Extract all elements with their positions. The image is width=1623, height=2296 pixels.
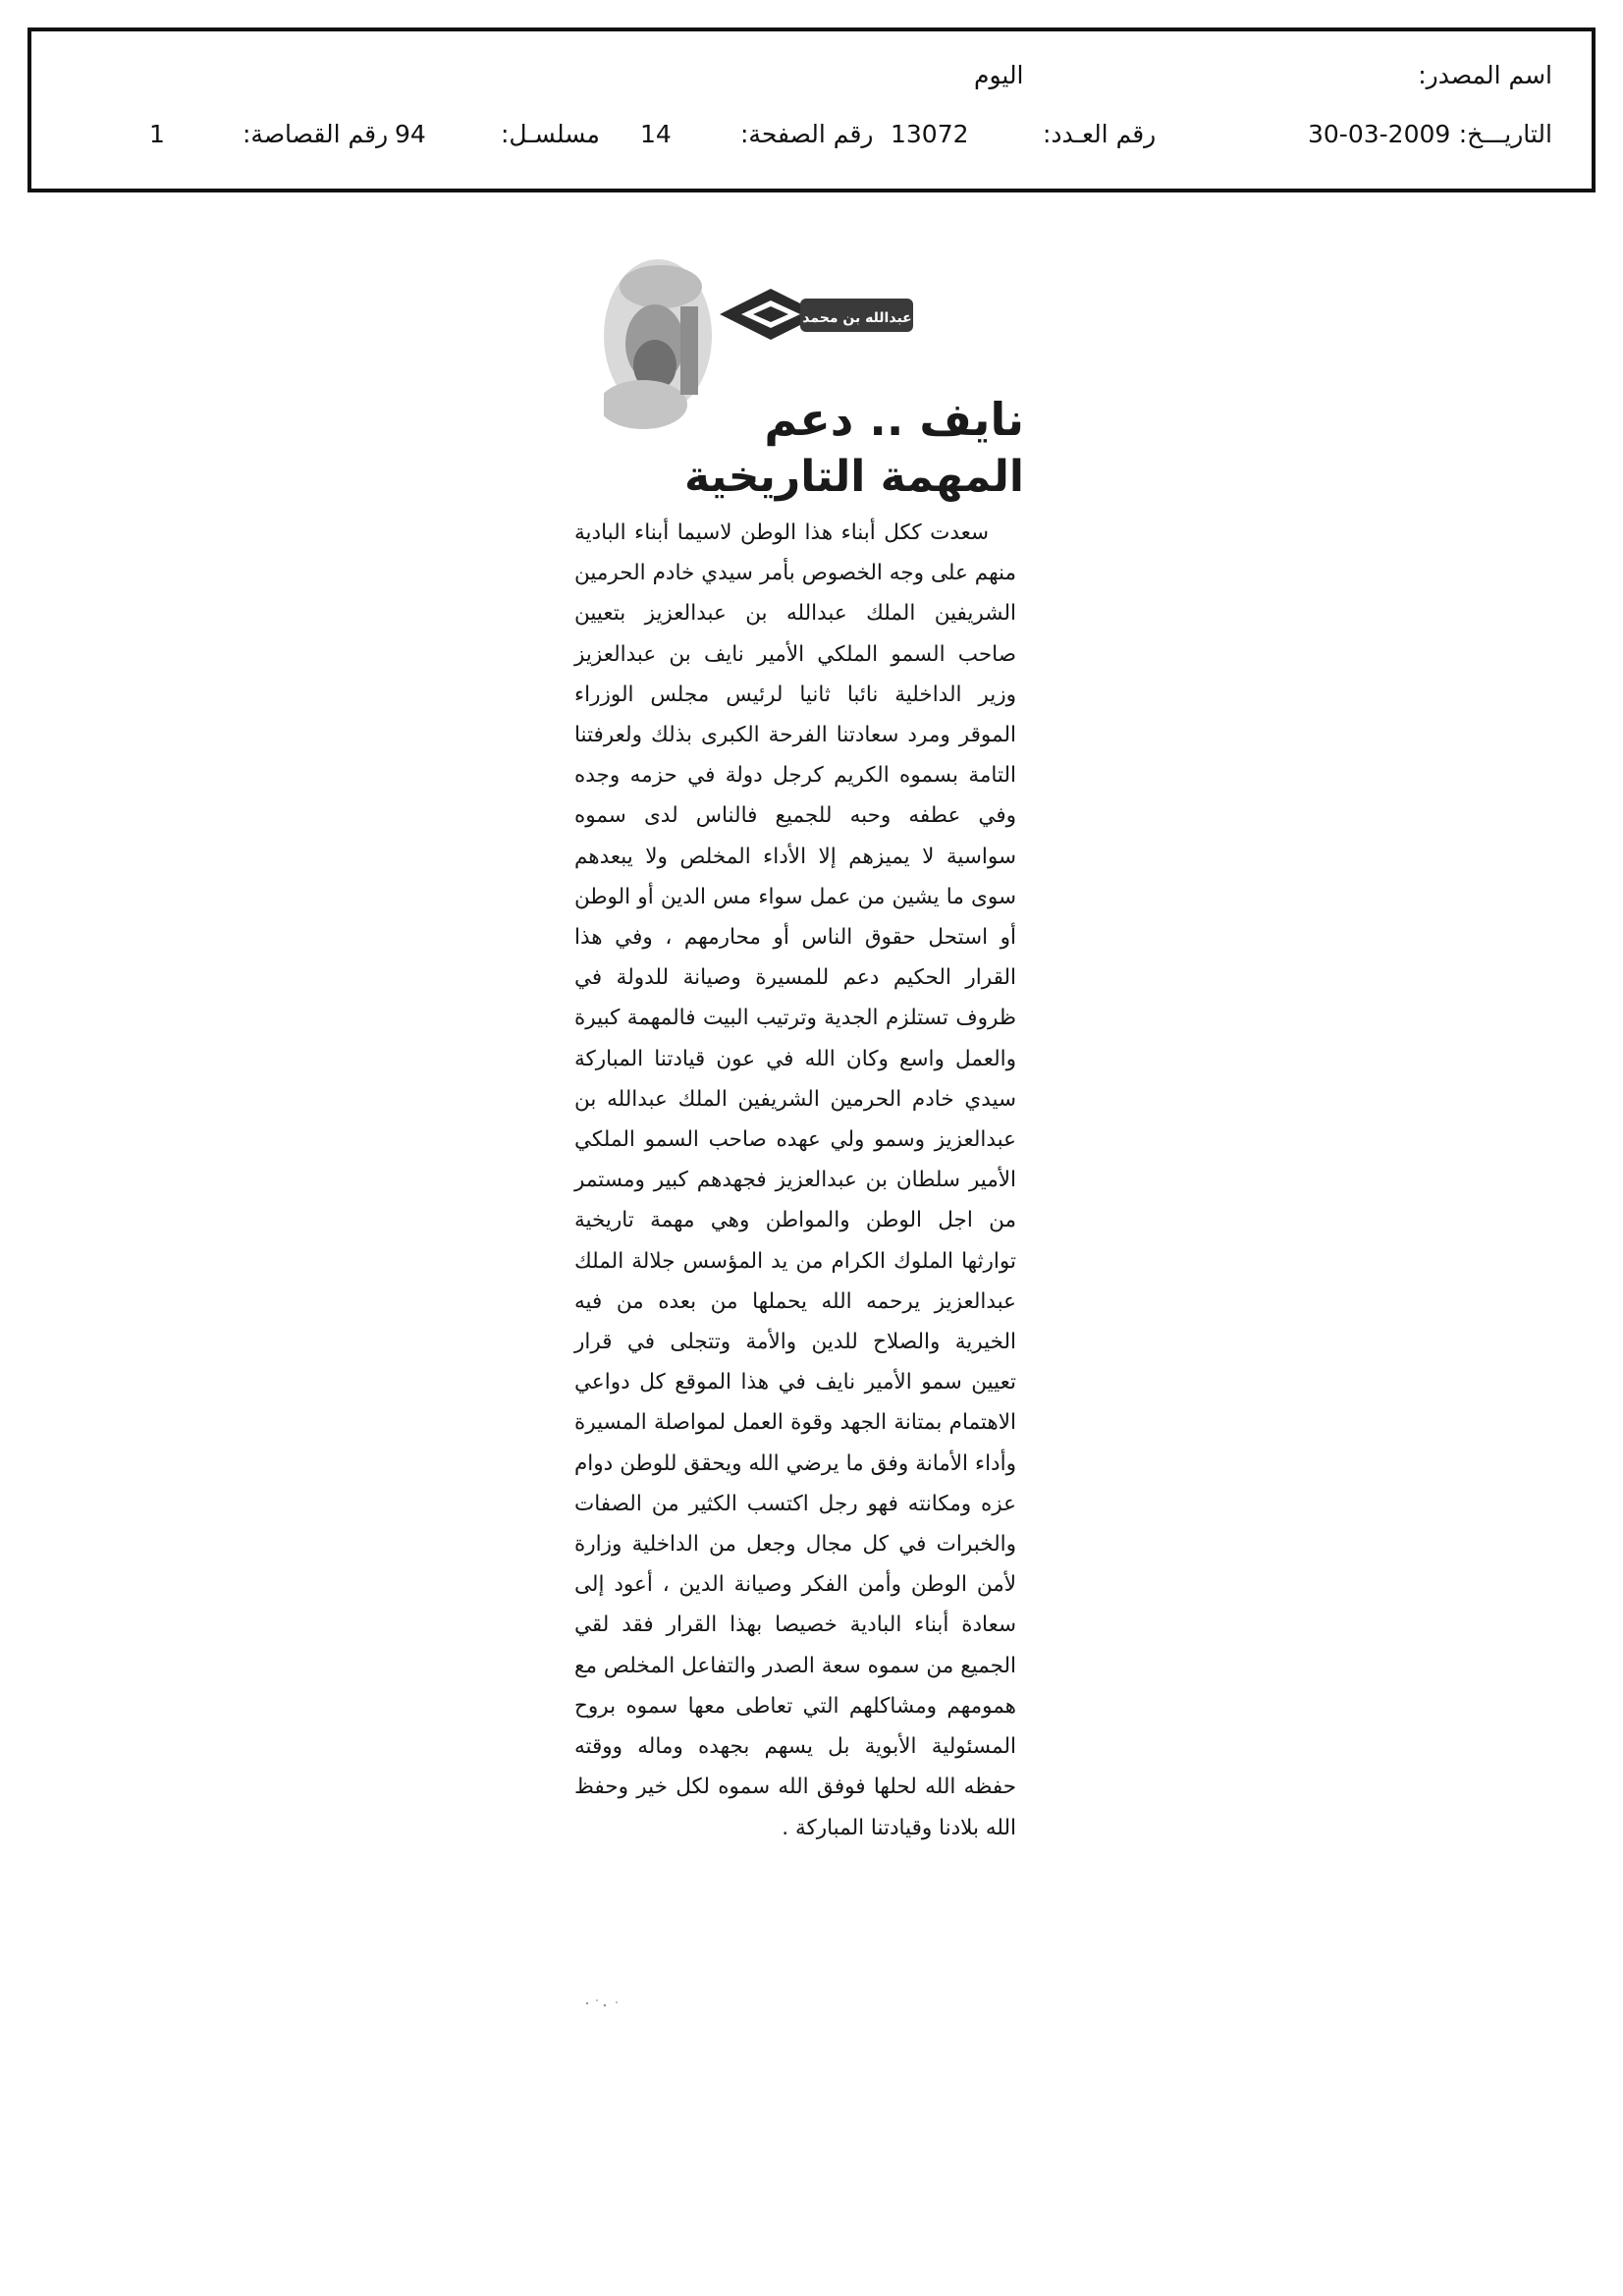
page-label: رقم الصفحة: (740, 120, 874, 148)
scan-specks (579, 1994, 638, 2013)
article-body (574, 513, 1016, 1848)
serial-value: 94 (395, 120, 426, 148)
article-headline-line1: نايف .. دعم (764, 393, 1024, 446)
page-value: 14 (640, 120, 672, 148)
clipping-label: رقم القصاصة: (243, 120, 389, 148)
clipping-header-box (27, 27, 1596, 192)
article-paragraph: سعدت ككل أبناء هذا الوطن لاسيما أبناء البادية منهم على وجه الخصوص بأمر سيدي خادم الحرمين الشريفين الملك عبدالله بن عبدالعزيز بتعيين صاحب السمو الملكي الأمير نايف بن عبدالعزيز وزير الداخلية نائبا ثانيا لرئيس مجلس الوزراء الموقر ومرد سعادتنا الفرحة الكبرى بذلك ولعرفتنا التامة بسموه الكريم كرجل دولة في حزمه وجده وفي عطفه وحبه للجميع فالناس لدى سموه سواسية لا يميزهم إلا الأداء المخلص ولا يبعدهم سوى ما يشين من عمل سواء مس الدين أو الوطن أو استحل حقوق الناس أو محارمهم ، وفي هذا القرار الحكيم دعم للمسيرة وصيانة للدولة في ظروف تستلزم الجدية وترتيب البيت فالمهمة كبيرة والعمل واسع وكان الله في عون قيادتنا المباركة سيدي خادم الحرمين الشريفين الملك عبدالله بن عبدالعزيز وسمو ولي عهده صاحب السمو الملكي الأمير سلطان بن عبدالعزيز فجهدهم كبير ومستمر من اجل الوطن والمواطن وهي مهمة تاريخية توارثها الملوك الكرام من يد المؤسس جلالة الملك عبدالعزيز يرحمه الله يحملها من بعده من فيه الخيرية والصلاح للدين والأمة وتتجلى في قرار تعيين سمو الأمير نايف في هذا الموقع كل دواعي الاهتمام بمتانة الجهد وقوة العمل لمواصلة المسيرة وأداء الأمانة وفق ما يرضي الله ويحقق للوطن دوام عزه ومكانته فهو رجل اكتسب الكثير من الصفات والخبرات في كل مجال وجعل من الداخلية وزارة لأمن الوطن وأمن الفكر وصيانة الدين ، أعود إلى سعادة أبناء البادية خصيصا بهذا القرار فقد لقي الجميع من سموه سعة الصدر والتفاعل المخلص مع همومهم ومشاكلهم التي تعاطى معها سموه بروح المسئولية الأبوية بل يسهم بجهده وماله ووقته حفظه الله لحلها فوفق الله سموه لكل خير وحفظ الله بلادنا وقيادتنا المباركة . (574, 520, 1016, 1840)
source-value: اليوم (974, 61, 1024, 89)
date-label: التاريـــخ: (1458, 120, 1552, 148)
issue-value: 13072 (891, 120, 969, 148)
clipping-value: 1 (149, 120, 165, 148)
author-photo (604, 259, 712, 429)
author-badge-name: عبدالله بن محمد (802, 310, 912, 326)
article-headline-line2: المهمة التاريخية (684, 452, 1024, 502)
date-value: 30-03-2009 (1308, 120, 1451, 148)
source-label: اسم المصدر: (1418, 61, 1552, 89)
issue-label: رقم العـدد: (1043, 120, 1157, 148)
serial-label: مسلسـل: (501, 120, 600, 148)
